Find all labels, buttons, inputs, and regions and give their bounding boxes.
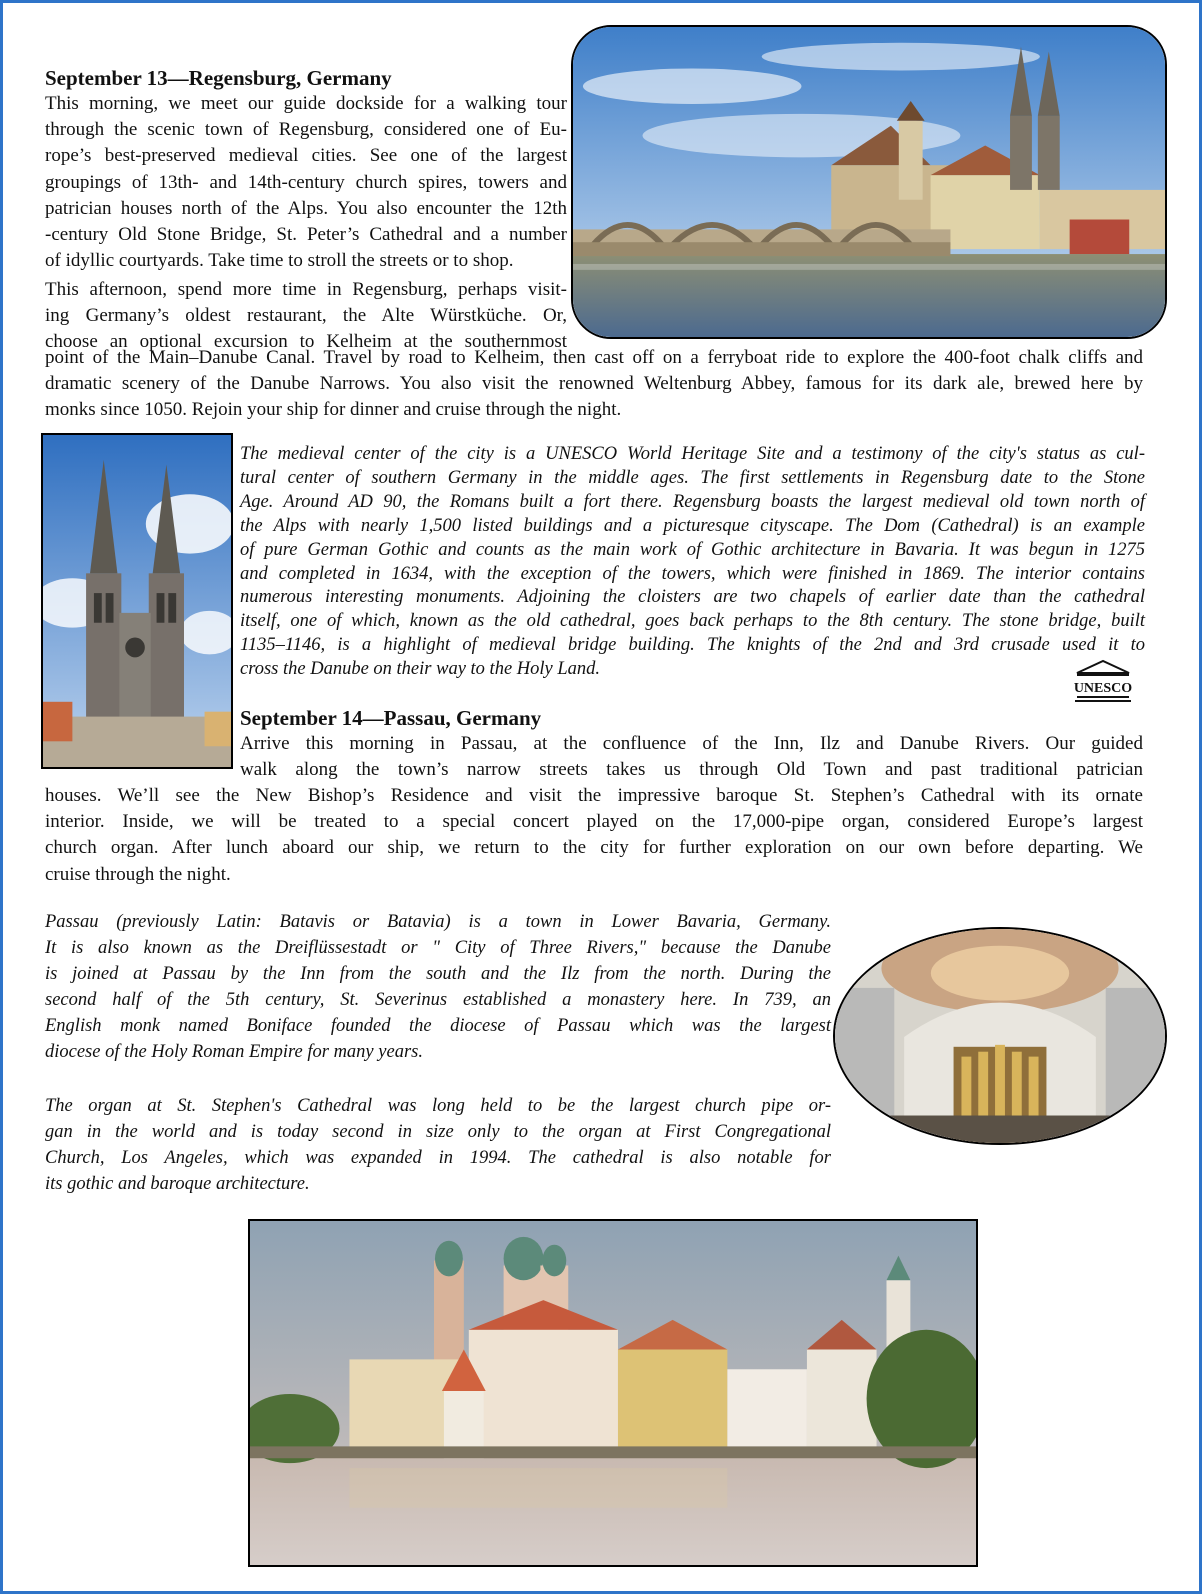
text-line: of idyllic courtyards. Take time to stroll the streets or to shop.	[45, 250, 514, 272]
passau-cathedral-interior-photo	[833, 927, 1167, 1145]
sept13-heading: September 13—Regensburg, Germany	[45, 66, 392, 90]
text-line: The organ at St. Stephen's Cathedral was long held to be the largest church pipe or-	[45, 1096, 831, 1116]
regensburg-info-text	[240, 443, 1145, 682]
unesco-logo-text: UNESCO	[1073, 681, 1133, 696]
text-line: The medieval center of the city is a UNESCO World Heritage Site and a testimony of the city's status as cul-	[240, 444, 1145, 464]
text-line: gan in the world and is today second in size only to the organ at First Congregational	[45, 1122, 831, 1142]
text-line: -century Old Stone Bridge, St. Peter’s Cathedral and a number	[45, 224, 567, 246]
sept14-heading: September 14—Passau, Germany	[240, 706, 542, 730]
text-line: Arrive this morning in Passau, at the confluence of the Inn, Ilz and Danube Rivers. Our guided	[240, 733, 1143, 754]
sept13-paragraph-2-narrow	[45, 277, 567, 356]
text-line: second half of the 5th century, St. Severinus established a monastery here. In 739, an	[45, 990, 831, 1010]
text-line: the Alps with nearly 1,500 listed buildings and a picturesque cityscape. The Dom (Cathedral) is an example	[240, 515, 1145, 536]
text-line: monks since 1050. Rejoin your ship for dinner and cruise through the night.	[45, 399, 622, 421]
text-line: is joined at Passau by the Inn from the south and the Ilz from the north. During the	[45, 964, 831, 984]
text-line: 1135–1146, is a highlight of medieval bridge building. The knights of the 2nd and 3rd crusade used it to	[240, 635, 1145, 656]
text-line: numerous interesting monuments. Adjoining the cloisters are two chapels of earlier date than the cathedral	[240, 587, 1145, 608]
text-line: through the scenic town of Regensburg, considered one of Eu-	[45, 119, 567, 141]
text-line: cross the Danube on their way to the Holy Land.	[240, 659, 601, 680]
text-line: It is also known as the Dreiflüssestadt or " City of Three Rivers," because the Danube	[45, 938, 831, 958]
passau-info-text-2	[45, 1093, 831, 1197]
text-line: rope’s best-preserved medieval cities. See one of the largest	[45, 145, 567, 167]
text-line: Age. Around AD 90, the Romans built a fort there. Regensburg boasts the largest medieval old town north of	[240, 491, 1145, 512]
unesco-logo	[1073, 659, 1133, 705]
text-line: and completed in 1634, with the exception of the towers, which were finished in 1869. The interior contains	[240, 563, 1145, 584]
text-line: English monk named Boniface founded the diocese of Passau which was the largest	[45, 1016, 831, 1036]
text-line: choose an optional excursion to Kelheim at the southernmost	[45, 331, 567, 353]
text-line: Passau (previously Latin: Batavis or Batavia) is a town in Lower Bavaria, Germany.	[45, 912, 831, 932]
text-line: diocese of the Holy Roman Empire for many years.	[45, 1042, 423, 1062]
text-line: itself, one of which, known as the old cathedral, goes back perhaps to the 8th century. The stone bridge, built	[240, 611, 1145, 632]
sept14-paragraph-indent	[240, 731, 1143, 783]
text-line: ing Germany’s oldest restaurant, the Alte Würstküche. Or,	[45, 305, 567, 327]
text-line: dramatic scenery of the Danube Narrows. You also visit the renowned Weltenburg Abbey, famous for its dark ale, brewed here by	[45, 373, 1143, 395]
passau-info-text-1	[45, 909, 831, 1065]
text-line: of pure German Gothic and counts as the main work of Gothic architecture in Bavaria. It was begun in 1275	[240, 539, 1145, 560]
regensburg-bridge-photo	[571, 25, 1167, 339]
passau-riverfront-photo	[248, 1219, 978, 1567]
text-line: church organ. After lunch aboard our ship, we return to the city for further exploration on our own before departing. We	[45, 837, 1143, 859]
text-line: groupings of 13th- and 14th-century church spires, towers and	[45, 171, 567, 193]
text-line: This morning, we meet our guide dockside for a walking tour	[45, 93, 567, 114]
sept13-paragraph-2-wide	[45, 345, 1143, 424]
text-line: Church, Los Angeles, which was expanded in 1994. The cathedral is also notable for	[45, 1148, 831, 1168]
text-line: tural center of southern Germany in the middle ages. The first settlements in Regensburg date to the Stone	[240, 467, 1145, 488]
text-line: its gothic and baroque architecture.	[45, 1174, 310, 1194]
text-line: This afternoon, spend more time in Regensburg, perhaps visit-	[45, 279, 567, 300]
text-line: interior. Inside, we will be treated to a special concert played on the 17,000-pipe organ, considered Europe’s largest	[45, 811, 1143, 833]
text-line: cruise through the night.	[45, 863, 231, 885]
text-line: houses. We’ll see the New Bishop’s Residence and visit the impressive baroque St. Stephen’s Cathedral with its ornate	[45, 785, 1143, 806]
text-line: point of the Main–Danube Canal. Travel by road to Kelheim, then cast off on a ferryboat ride to explore the 400-foot chalk cliffs and	[45, 347, 1143, 368]
regensburg-cathedral-photo	[41, 433, 233, 769]
text-line: walk along the town’s narrow streets takes us through Old Town and past traditional patrician	[240, 759, 1143, 781]
sept13-paragraph-1	[45, 91, 567, 274]
sept14-paragraph-full	[45, 783, 1143, 888]
text-line: patrician houses north of the Alps. You also encounter the 12th	[45, 197, 567, 219]
